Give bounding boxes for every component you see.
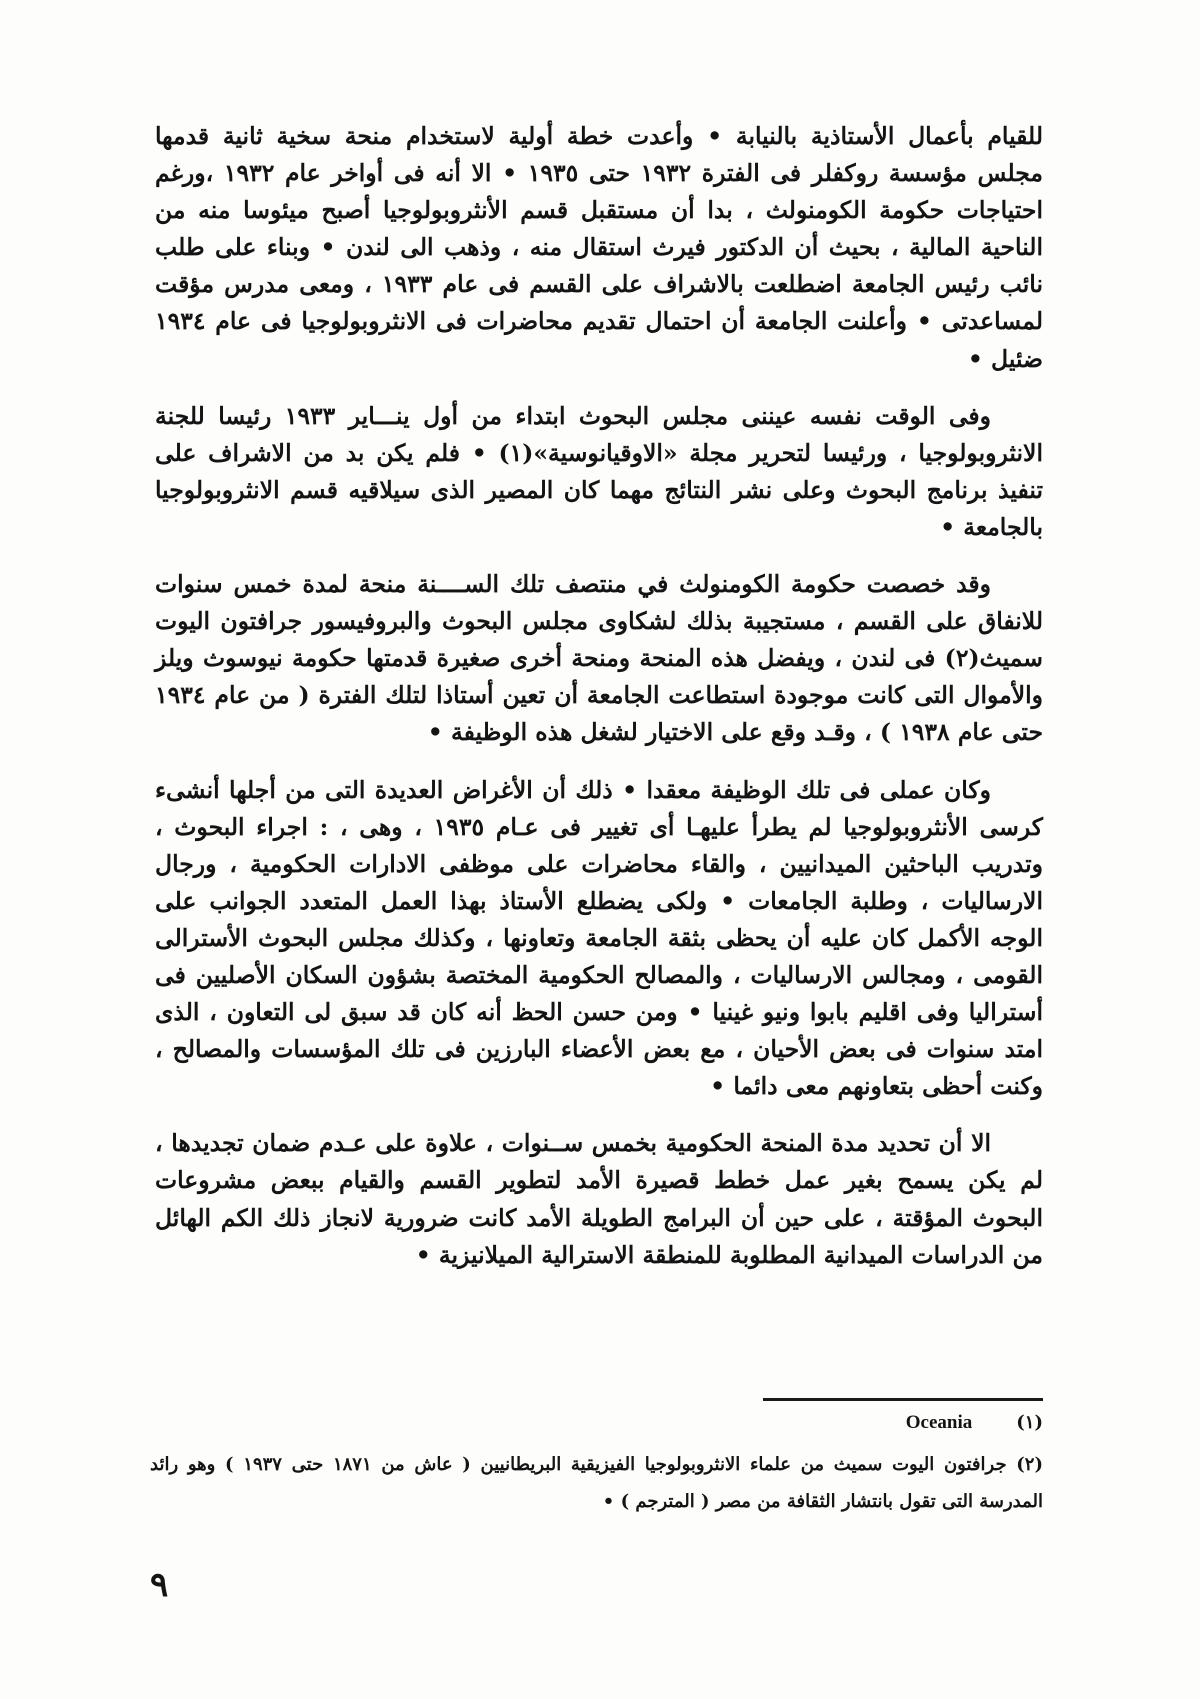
footnote-separator xyxy=(763,1398,1043,1401)
paragraph-2: وفى الوقت نفسه عيننى مجلس البحوث ابتداء من أول ينـــاير ١٩٣٣ رئيسا للجنة الانثروبولوجيا ، ورئيسا لتحرير مجلة «الاوقيانوسية»(١) • فلم يكن بد من الاشراف على تنفيذ برنامج البحوث وعلى نشر النتائج مهما كان المصير الذى سيلاقيه قسم الانثروبولوجيا بالجامعة • xyxy=(155,401,1043,541)
paragraph-1: للقيام بأعمال الأستاذية بالنيابة • وأعدت خطة أولية لاستخدام منحة سخية ثانية قدمها مجلس مؤسسة روكفلر فى الفترة ١٩٣٢ حتى ١٩٣٥ • الا أنه فى أواخر عام ١٩٣٢ ،ورغم احتياجات حكومة الكومنولث ، بدا أن مستقبل قسم الأنثروبولوجيا أصبح ميئوسا منه من الناحية المالية ، بحيث أن الدكتور فيرث استقال منه ، وذهب الى لندن • وبناء على طلب نائب رئيس الجامعة اضطلعت بالاشراف على القسم فى عام ١٩٣٣ ، ومعى مدرس مؤقت لمساعدتى • وأعلنت الجامعة أن احتمال تقديم محاضرات فى الانثروبولوجيا فى عام ١٩٣٤ ضئيل • xyxy=(155,122,1043,373)
paragraph-5: الا أن تحديد مدة المنحة الحكومية بخمس ســنوات ، علاوة على عـدم ضمان تجديدها ، لم يكن يسمح بغير عمل خطط قصيرة الأمد لتطوير القسم والقيام ببعض مشروعات البحوث المؤقتة ، على حين أن البرامج الطويلة الأمد كانت ضرورية لانجاز ذلك الكم الهائل من الدراسات الميدانية المطلوبة للمنطقة الاسترالية الميلانيزية • xyxy=(155,1129,1043,1269)
footnote-1-number: (١) xyxy=(1016,1412,1043,1433)
footnote-1-text: Oceania xyxy=(905,1412,973,1433)
paragraph-4: وكان عملى فى تلك الوظيفة معقدا • ذلك أن الأغراض العديدة التى من أجلها أنشىء كرسى الأنثروبولوجيا لم يطرأ عليهـا أى تغيير فى عـام ١٩٣٥ ، وهى ، : اجراء البحوث ، وتدريب الباحثين الميدانيين ، والقاء محاضرات على موظفى الادارات الحكومية ، ورجال الارساليات ، وطلبة الجامعات • ولكى يضطلع الأستاذ بهذا العمل المتعدد الجوانب على الوجه الأكمل كان عليه أن يحظى بثقة الجامعة وتعاونها ، وكذلك مجلس البحوث الأسترالى القومى ، ومجالس الارساليات ، والمصالح الحكومية المختصة بشؤون السكان الأصليين فى أستراليا وفى اقليم بابوا ونيو غينيا • ومن حسن الحظ أنه كان قد سبق لى التعاون ، الذى امتد سنوات فى بعض الأحيان ، مع بعض الأعضاء البارزين فى تلك المؤسسات والمصالح ، وكنت أحظى بتعاونهم معى دائما • xyxy=(155,775,1043,1101)
page-number: ٩ xyxy=(150,1565,169,1605)
paragraph-3: وقد خصصت حكومة الكومنولث في منتصف تلك الســــنة منحة لمدة خمس سنوات للانفاق على القسم ، مستجيبة بذلك لشكاوى مجلس البحوث والبروفيسور جرافتون اليوت سميث(٢) فى لندن ، ويفضل هذه المنحة ومنحة أخرى صغيرة قدمتها حكومة نيوسوث ويلز والأموال التى كانت موجودة استطاعت الجامعة أن تعين أستاذا لتلك الفترة ( من عام ١٩٣٤ حتى عام ١٩٣٨ ) ، وقـد وقع على الاختيار لشغل هذه الوظيفة • xyxy=(155,570,1043,747)
footnote-1 xyxy=(150,1412,1043,1446)
footnote-2: (٢) جرافتون اليوت سميث من علماء الانثروبولوجيا الفيزيقية البريطانيين ( عاش من ١٨٧١ حتى ١٩٣٧ ) وهو رائد المدرسة التى تقول بانتشار الثقافة من مصر ( المترجم ) • xyxy=(150,1454,1043,1512)
footnotes-section xyxy=(150,1412,1043,1520)
main-text-block xyxy=(155,118,1043,1294)
